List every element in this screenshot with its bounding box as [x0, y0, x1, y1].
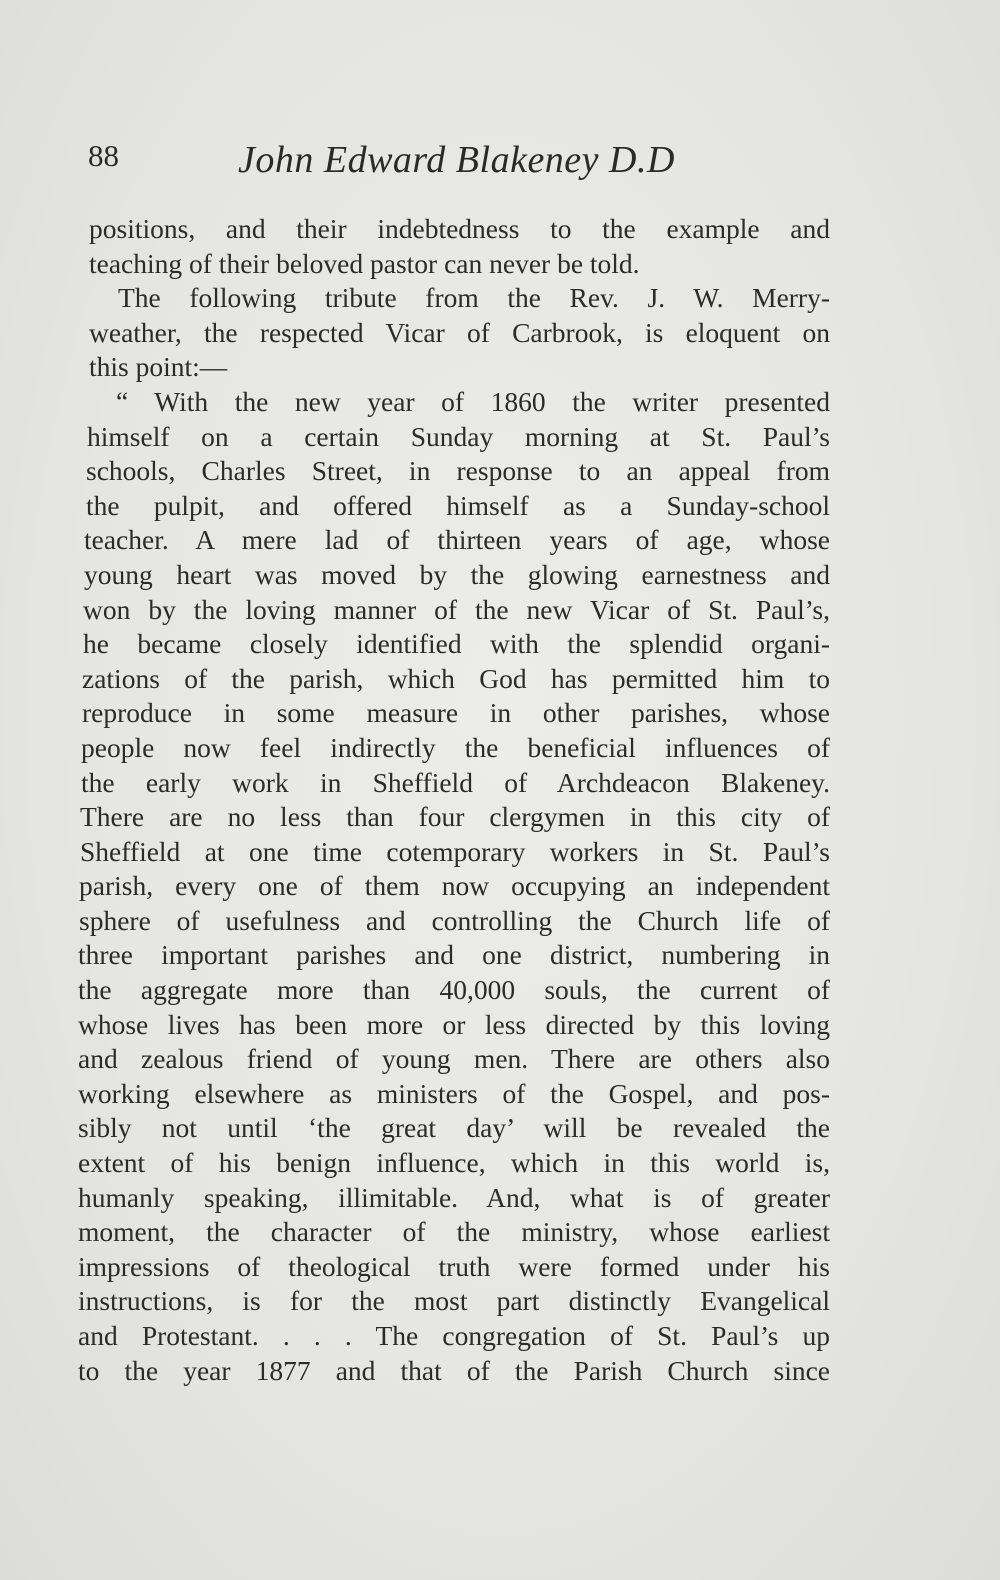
- text-line: instructions, is for the most part distinctly Evangelical: [78, 1285, 830, 1317]
- text-line: whose lives has been more or less directed by this loving: [78, 1008, 830, 1040]
- text-line: young heart was moved by the glowing earnestness and: [84, 558, 830, 590]
- text-line: moment, the character of the ministry, whose earliest: [78, 1216, 830, 1248]
- text-line: himself on a certain Sunday morning at St. Paul’s: [87, 420, 830, 452]
- text-line: he became closely identified with the splendid organi-: [83, 628, 830, 660]
- text-line: this point:—: [89, 351, 228, 383]
- text-line: working elsewhere as ministers of the Gospel, and pos-: [78, 1077, 830, 1109]
- text-line: parish, every one of them now occupying an independent: [79, 870, 830, 902]
- text-line: positions, and their indebtedness to the example and: [89, 213, 830, 244]
- text-line: reproduce in some measure in other parishes, whose: [82, 697, 830, 729]
- text-line: Sheffield at one time cotemporary workers in St. Paul’s: [80, 835, 830, 867]
- text-line: impressions of theological truth were formed under his: [78, 1250, 830, 1282]
- text-line: extent of his benign influence, which in this world is,: [78, 1147, 830, 1179]
- text-line: zations of the parish, which God has permitted him to: [82, 662, 830, 694]
- text-line: There are no less than four clergymen in this city of: [80, 801, 830, 833]
- text-line: the early work in Sheffield of Archdeacon Blakeney.: [81, 766, 830, 798]
- text-line: teaching of their beloved pastor can never be told.: [89, 247, 640, 279]
- page-number: 88: [88, 138, 119, 173]
- text-line: won by the loving manner of the new Vicar of St. Paul’s,: [83, 593, 830, 625]
- text-line: sphere of usefulness and controlling the Church life of: [79, 904, 830, 936]
- text-line: teacher. A mere lad of thirteen years of age, whose: [84, 524, 830, 556]
- text-line: people now feel indirectly the beneficial influences of: [81, 731, 830, 763]
- text-line: “ With the new year of 1860 the writer presented: [116, 385, 830, 417]
- text-line: to the year 1877 and that of the Parish Church since: [78, 1354, 830, 1386]
- body-text: [78, 212, 830, 1388]
- text-line: The following tribute from the Rev. J. W. Merry-: [118, 282, 830, 314]
- text-line: the pulpit, and offered himself as a Sunday-school: [86, 489, 830, 521]
- text-line: weather, the respected Vicar of Carbrook, is eloquent on: [89, 316, 830, 348]
- running-title: John Edward Blakeney D.D: [238, 139, 675, 181]
- text-line: and Protestant. . . . The congregation of St. Paul’s up: [78, 1320, 830, 1351]
- text-line: and zealous friend of young men. There are others also: [78, 1043, 830, 1075]
- text-line: schools, Charles Street, in response to an appeal from: [86, 455, 830, 487]
- text-line: the aggregate more than 40,000 souls, the current of: [78, 974, 830, 1006]
- text-line: humanly speaking, illimitable. And, what is of greater: [78, 1181, 830, 1213]
- page-header: [88, 138, 728, 188]
- text-line: three important parishes and one district, numbering in: [78, 939, 830, 971]
- text-line: sibly not until ‘the great day’ will be revealed the: [78, 1112, 830, 1144]
